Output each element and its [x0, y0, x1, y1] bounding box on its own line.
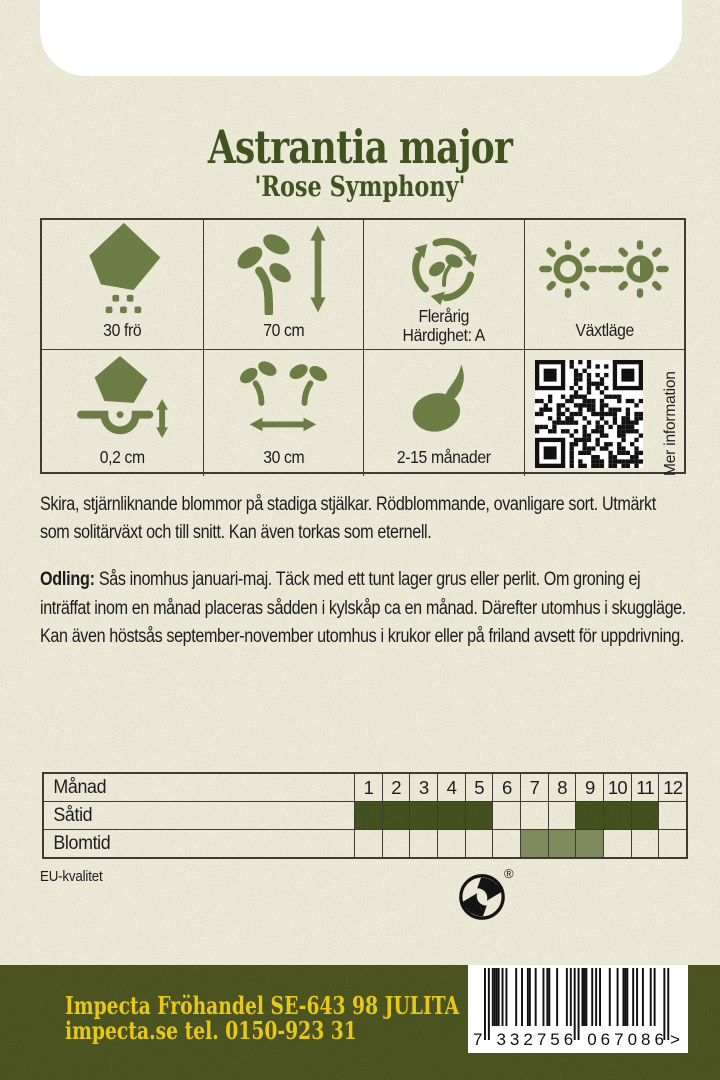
sun-exposure-icon — [525, 226, 685, 312]
calendar-cell — [603, 830, 631, 857]
lifecycle-label: Flerårig Härdighet: A — [402, 306, 485, 345]
calendar-cell — [575, 830, 603, 857]
germination-time-label: 2-15 månader — [396, 447, 491, 467]
plant-height-label: 70 cm — [262, 320, 304, 340]
sowing-depth-icon — [42, 356, 203, 442]
calendar-cell: 11 — [631, 774, 659, 801]
plant-height-icon — [204, 226, 364, 312]
calendar-cell — [575, 802, 603, 829]
calendar-cell: 12 — [658, 774, 686, 801]
calendar-cell: 3 — [409, 774, 437, 801]
seed-quantity-icon — [42, 226, 203, 312]
info-icon-grid — [40, 218, 686, 474]
calendar-row-label: Blomtid — [53, 832, 111, 854]
calendar-cell — [658, 802, 686, 829]
info-cell-qr — [524, 349, 685, 476]
calendar-cell — [409, 802, 437, 829]
calendar-header-label: Månad — [53, 776, 107, 798]
calendar-cell — [631, 830, 659, 857]
calendar-cell — [603, 802, 631, 829]
calendar-cell — [437, 830, 465, 857]
info-cell-sowing-depth — [42, 349, 203, 476]
green-dot-recycling-icon — [457, 870, 507, 922]
barcode-digits: 7 332756 067086 > — [473, 1030, 680, 1049]
packet-variety-subtitle: 'Rose Symphony' — [254, 170, 466, 203]
sun-exposure-label: Växtläge — [575, 320, 634, 340]
calendar-cell — [465, 802, 493, 829]
calendar-cell: 7 — [520, 774, 548, 801]
calendar-cell: 4 — [437, 774, 465, 801]
calendar-row-label: Såtid — [53, 804, 93, 826]
calendar-cell: 8 — [548, 774, 576, 801]
info-cell-plant-spacing — [203, 349, 364, 476]
footer-address: Impecta Fröhandel SE-643 98 JULITA — [65, 991, 460, 1020]
calendar-cell — [382, 830, 410, 857]
calendar-cell — [548, 830, 576, 857]
plant-description: Skira, stjärnliknande blommor på stadiga stjälkar. Rödblommande, ovanligare sort. Utmärkt som solitärväxt och till snitt. Kan även torkas som eternell. — [40, 494, 656, 543]
calendar-cell: 9 — [575, 774, 603, 801]
registered-trademark-symbol: ® — [504, 866, 514, 881]
calendar-cell: 5 — [465, 774, 493, 801]
eu-quality-label: EU-kvalitet — [40, 869, 103, 885]
info-cell-germination-time — [363, 349, 524, 476]
perennial-cycle-icon — [364, 226, 524, 312]
calendar-cell — [520, 802, 548, 829]
packet-title: Astrantia major — [207, 120, 513, 174]
calendar-cell — [409, 830, 437, 857]
calendar-cell — [631, 802, 659, 829]
footer-contact: impecta.se tel. 0150-923 31 — [65, 1016, 357, 1045]
calendar-cell — [465, 830, 493, 857]
calendar-cell — [492, 830, 520, 857]
calendar-cell — [354, 802, 382, 829]
calendar-cell — [658, 830, 686, 857]
calendar-table — [42, 772, 688, 859]
calendar-cell: 10 — [603, 774, 631, 801]
cultivation-instructions — [40, 566, 688, 652]
calendar-cell — [548, 802, 576, 829]
calendar-cell — [382, 802, 410, 829]
calendar-cell — [492, 802, 520, 829]
cultivation-text: Sås inomhus januari-maj. Täck med ett tunt lager grus eller perlit. Om groning ej inträffat inom en månad placeras sådden i kylskåp ca en månad. Därefter utomhus i skuggläge. Kan även höstsås september-november utomhus i krukor eller på friland avsett för uppdrivning. — [40, 569, 686, 647]
qr-more-info-label: Mer information — [662, 371, 679, 476]
info-cell-plant-height — [203, 220, 364, 349]
germination-seed-icon — [364, 356, 524, 442]
sowing-depth-label: 0,2 cm — [99, 447, 145, 467]
info-cell-lifecycle — [363, 220, 524, 349]
calendar-cell — [354, 830, 382, 857]
calendar-cell: 1 — [354, 774, 382, 801]
info-cell-sun-exposure — [524, 220, 685, 349]
cultivation-heading: Odling: — [40, 569, 95, 590]
calendar-cell: 2 — [382, 774, 410, 801]
qr-code — [535, 360, 643, 468]
info-cell-seed-count — [42, 220, 203, 349]
seed-quantity-label: 30 frö — [103, 320, 142, 340]
hanger-cutout — [40, 0, 682, 76]
calendar-cell — [437, 802, 465, 829]
plant-spacing-label: 30 cm — [262, 447, 304, 467]
calendar-cell: 6 — [492, 774, 520, 801]
barcode — [468, 965, 688, 1053]
plant-spacing-icon — [204, 356, 364, 442]
calendar-cell — [520, 830, 548, 857]
